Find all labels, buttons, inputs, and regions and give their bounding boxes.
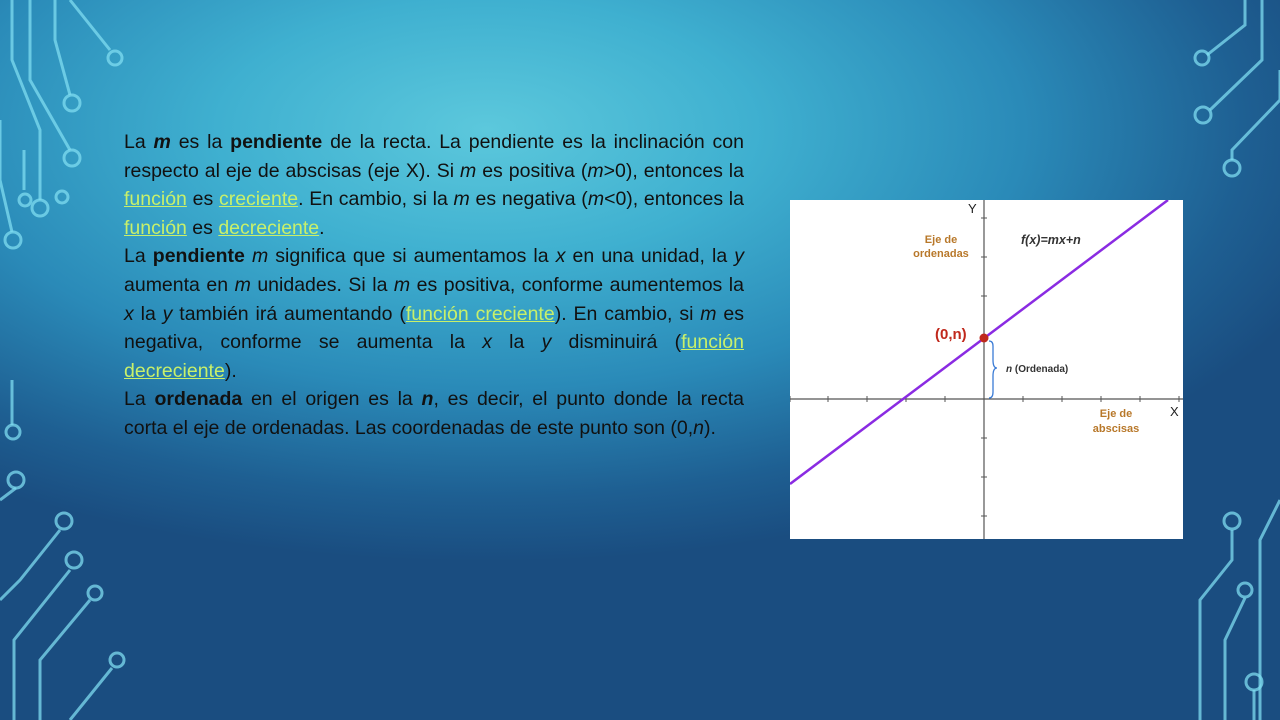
function-label: f(x)=mx+n [1021, 233, 1081, 247]
text: también irá aumentando ( [172, 302, 406, 325]
paragraph-significado [124, 242, 744, 385]
text: es negativa ( [469, 188, 588, 211]
axis-x-label: X [1170, 404, 1179, 419]
link-decreciente[interactable]: decreciente [218, 216, 320, 239]
text: es positiva, conforme aumentemos la [410, 273, 744, 296]
link-funcion[interactable]: función [124, 216, 187, 239]
linear-function-graph [790, 200, 1183, 539]
var-n: n [421, 388, 434, 411]
bold-pendiente: pendiente [152, 245, 245, 268]
text: ). En cambio, si [554, 302, 701, 325]
text: es negativa, conforme se aumenta la [124, 302, 745, 354]
text: ). [704, 416, 716, 439]
var-x: x [482, 331, 492, 354]
link-funcion-decreciente[interactable]: función decreciente [124, 331, 744, 382]
text: la [491, 331, 542, 354]
y-axis-name-2: ordenadas [913, 248, 969, 260]
brace-icon [989, 341, 997, 398]
intercept-text: (Ordenada) [1012, 364, 1069, 375]
link-funcion[interactable]: función [124, 188, 187, 211]
var-n: n [693, 416, 705, 439]
var-m: m [234, 273, 251, 296]
var-m: m [153, 131, 171, 153]
axis-y-label: Y [968, 201, 977, 216]
text: La [124, 131, 154, 153]
y-axis-name-1: Eje de [924, 234, 958, 246]
var-y: y [734, 245, 745, 268]
text: aumenta en [124, 273, 235, 296]
link-creciente[interactable]: creciente [218, 188, 299, 211]
var-x: x [555, 245, 566, 268]
intercept-n: n [1006, 364, 1013, 375]
text: unidades. Si la [250, 273, 394, 296]
text: significa que si aumentamos la [268, 245, 556, 268]
x-axis-name-1: Eje de [1099, 408, 1133, 420]
var-m: m [251, 245, 269, 268]
intercept-point [980, 334, 989, 343]
text: la [133, 302, 163, 325]
var-m: m [700, 302, 717, 325]
var-m: m [393, 273, 411, 296]
intercept-label [1006, 364, 1068, 375]
var-x: x [124, 302, 134, 325]
var-m: m [453, 188, 470, 211]
text: >0), entonces la [603, 159, 744, 182]
paragraph-ordenada [124, 385, 744, 442]
text: es [186, 188, 219, 211]
text: es [186, 216, 219, 239]
graph-svg [790, 200, 1183, 539]
text [245, 245, 252, 267]
bold-ordenada: ordenada [154, 388, 243, 411]
text: es positiva ( [476, 159, 588, 182]
content-text [124, 128, 744, 443]
text: La [124, 388, 155, 411]
text: , es decir, el punto donde la recta corta el eje de ordenadas. Las coordenadas de este punto son (0, [124, 388, 744, 439]
text: . En cambio, si la [298, 188, 454, 211]
var-y: y [541, 331, 552, 354]
text: es la [170, 131, 231, 153]
text: en el origen es la [242, 388, 422, 411]
point-label: (0,n) [935, 326, 967, 343]
var-m: m [587, 159, 604, 182]
text: en una unidad, la [565, 245, 735, 268]
text: <0), entonces la [604, 188, 744, 211]
function-line [790, 200, 1168, 484]
text: La [124, 245, 153, 268]
var-m: m [460, 159, 477, 182]
var-m: m [587, 188, 605, 211]
link-funcion-creciente[interactable]: función creciente [405, 302, 555, 325]
x-axis-name-2: abscisas [1092, 423, 1140, 435]
bold-pendiente: pendiente [230, 131, 323, 153]
text: disminuirá ( [551, 331, 682, 354]
var-y: y [162, 302, 173, 325]
text: . [319, 216, 325, 239]
text: de la recta. La pendiente es la inclinación con respecto al eje de abscisas (eje X). Si [124, 131, 744, 182]
text: ). [224, 359, 237, 382]
paragraph-pendiente [124, 128, 744, 242]
